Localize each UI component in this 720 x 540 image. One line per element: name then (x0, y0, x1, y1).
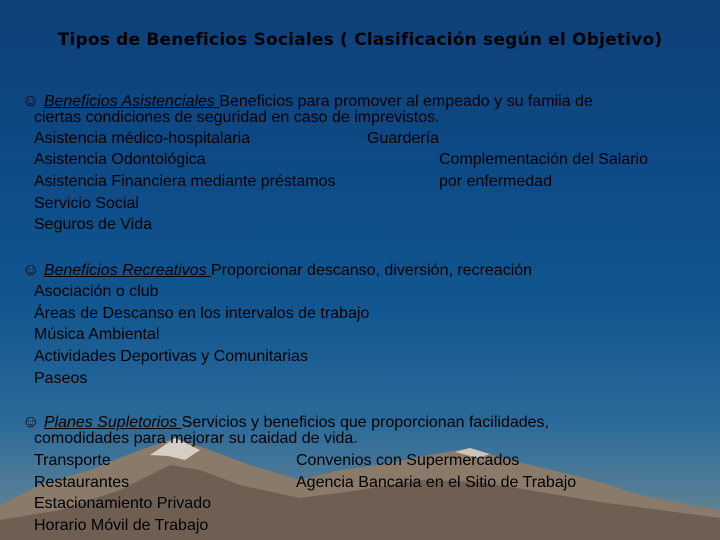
list-item: Servicio Social (34, 195, 139, 212)
list-item: por enfermedad (439, 173, 552, 190)
list-item: Música Ambiental (34, 326, 160, 343)
list-item: Áreas de Descanso en los intervalos de trabajo (34, 305, 370, 322)
heading-asistenciales: Beneficios Asistenciales (43, 93, 220, 110)
list-item: Complementación del Salario (439, 151, 648, 168)
list-item: Asistencia médico-hospitalaria (34, 130, 251, 147)
list-item: Agencia Bancaria en el Sitio de Trabajo (296, 474, 577, 491)
desc-supletorios: Servicios y beneficios que proporcionan facilidades, (181, 414, 549, 431)
list-item: Estacionamiento Privado (34, 495, 211, 512)
list-item: Paseos (34, 370, 88, 387)
list-item: Horario Móvil de Trabajo (34, 517, 209, 534)
list-item: Asociación o club (34, 283, 159, 300)
smiley-icon: ☺ (22, 260, 40, 279)
list-item: Transporte (34, 452, 111, 469)
desc-supletorios-2: comodidades para mejorar su caidad de vida. (34, 430, 358, 447)
desc-recreativos: Proporcionar descanso, diversión, recreación (211, 262, 533, 279)
list-item: Seguros de Vida (34, 216, 153, 233)
list-item: Convenios con Supermercados (296, 452, 520, 469)
list-item: Restaurantes (34, 474, 130, 491)
list-item: Asistencia Odontológica (34, 151, 206, 168)
list-item: Actividades Deportivas y Comunitarias (34, 348, 308, 365)
list-item: Guardería (367, 130, 440, 147)
heading-recreativos: Beneficios Recreativos (43, 262, 211, 279)
desc-asistenciales: Beneficios para promover al empeado y su famiia de (219, 93, 593, 110)
list-item: Asistencia Financiera mediante préstamos (34, 173, 336, 190)
desc-asistenciales-2: ciertas condiciones de seguridad en caso de imprevistos. (34, 109, 440, 126)
section-recreativos-line (22, 261, 532, 280)
smiley-icon: ☺ (22, 412, 40, 431)
heading-supletorios: Planes Supletorios (43, 414, 182, 431)
slide-title: Tipos de Beneficios Sociales ( Clasificación según el Objetivo) (57, 30, 663, 50)
smiley-icon: ☺ (22, 91, 40, 110)
